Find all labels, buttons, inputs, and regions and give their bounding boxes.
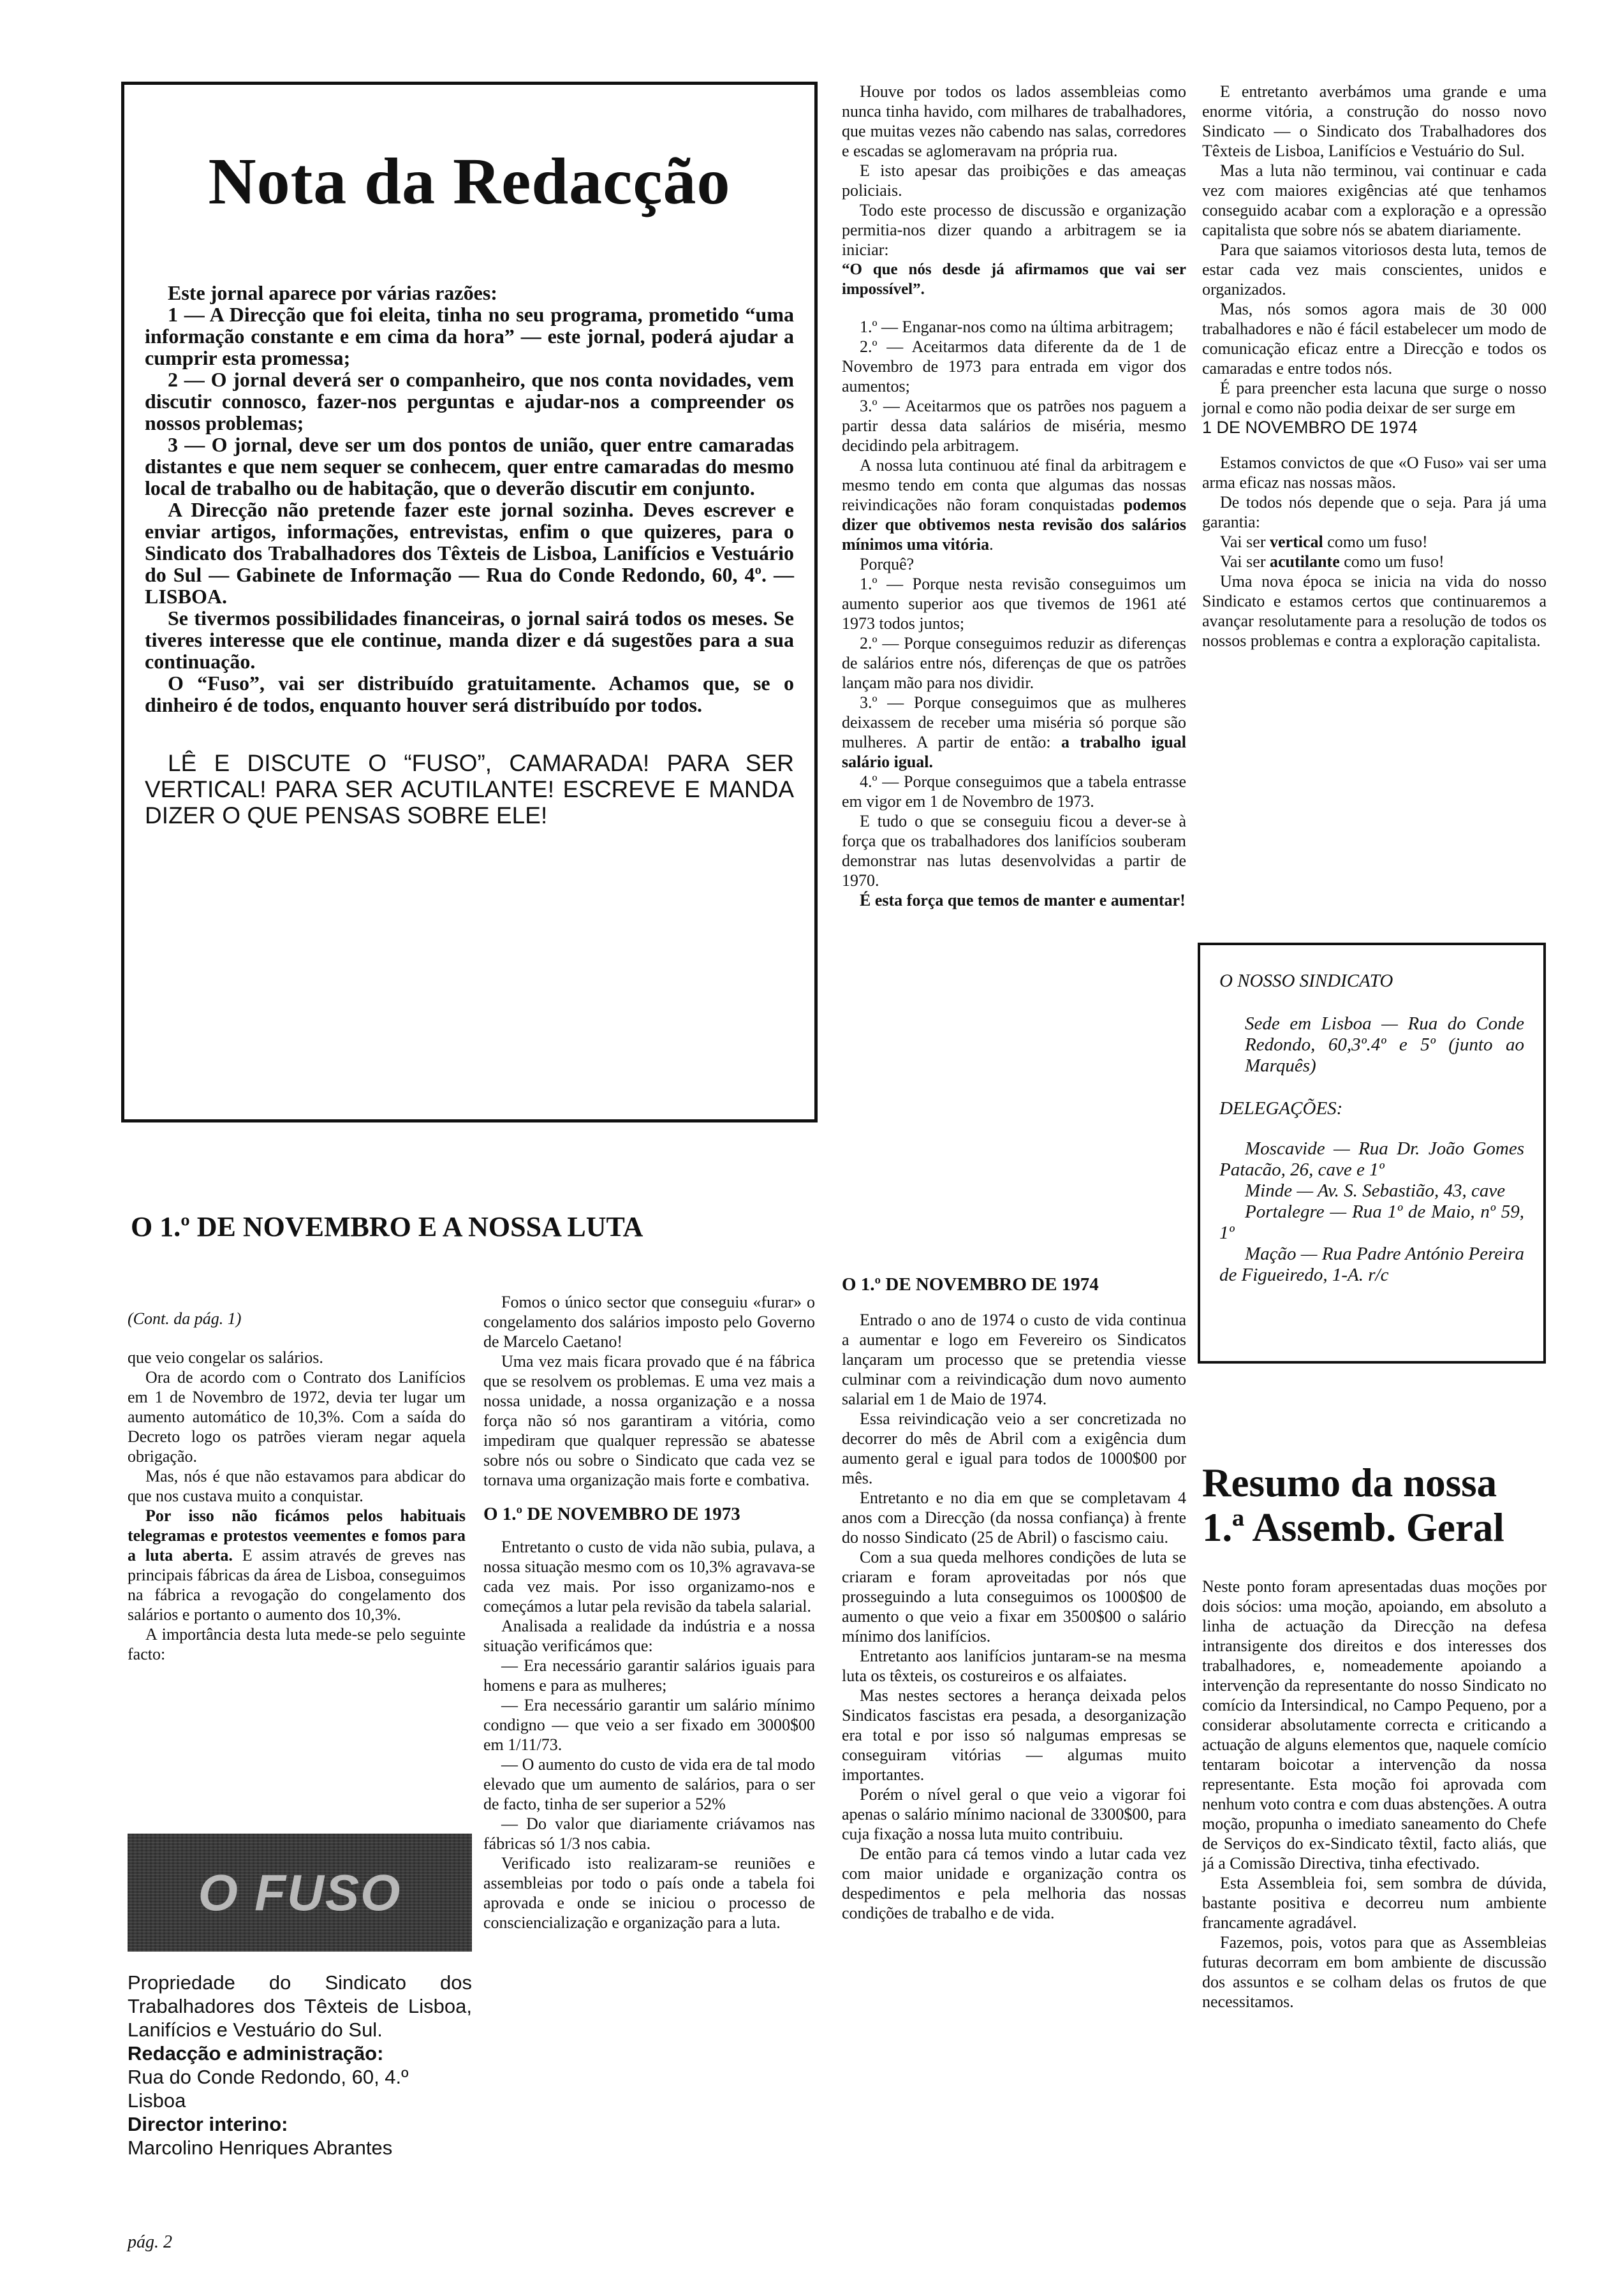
section-heading: O 1.º DE NOVEMBRO DE 1973	[483, 1504, 740, 1524]
page-number: pág. 2	[128, 2232, 172, 2252]
paragraph: Neste ponto foram apresentadas duas moções por dois sócios: uma moção, apoiando, em absoluto a linha de actuação da Direcção na defesa intransigente dos direitos e dos interesses dos trabalhadores, e, nomeademente apoiando a intervenção da representante do nosso Sindicato no comício da Intersindical, no Campo Pequeno, por a considerar absolutamente correcta e criticando a actuação de alguns elementos que, naquele comício tentaram boicotar a intervenção da nossa representante. Esta moção foi aprovada com nenhum voto contra e com duas abstenções. A outra moção, propunha o imediato saneamento do Chefe de Serviços do ex-Sindicato têxtil, facto aliás, que já a Comissão Directiva, tinha efectivado.	[1202, 1577, 1547, 1873]
paragraph: Verificado isto realizaram-se reuniões e assembleias por todo o país onde a tabela foi aprovada e onde se iniciou o processo de consciencialização e organização para a luta.	[483, 1854, 815, 1932]
nota-paragraph: 1 — A Direcção que foi eleita, tinha no seu programa, prometido “uma informação constante e em cima da hora” — este jornal, poderá ajudar a cumprir esta promessa;	[145, 303, 794, 369]
paragraph: Mas, nós é que não estavamos para abdicar do que nos custava muito a conquistar.	[128, 1467, 466, 1505]
nota-title: Nota da Redacção	[208, 145, 731, 218]
paragraph: De então para cá temos vindo a lutar cada vez com maior unidade e organização contra os despedimentos e pela melhoria das nossas condições de trabalho e de vida.	[842, 1844, 1186, 1922]
paragraph	[1202, 552, 1547, 571]
continuation-note: (Cont. da pág. 1)	[128, 1309, 242, 1328]
text: A nossa luta continuou até final da arbitragem e mesmo tendo em conta que algumas das nossas reivindicações não foram conquistadas	[842, 456, 1186, 514]
date-heading: 1 DE NOVEMBRO DE 1974	[1202, 418, 1418, 437]
text: como um fuso!	[1323, 533, 1428, 551]
paragraph: De todos nós depende que o seja. Para já uma garantia:	[1202, 493, 1547, 531]
text: E assim através de greves nas principais fábricas da área de Lisboa, conseguimos na fábrica a revogação do congelamento dos salários e portanto o aumento dos 10,3%.	[128, 1546, 466, 1624]
nota-body	[145, 282, 794, 716]
paragraph: — Era necessário garantir salários iguais para homens e para as mulheres;	[483, 1656, 815, 1695]
list-item: 1.º — Enganar-nos como na última arbitragem;	[860, 318, 1174, 336]
text: Vai ser	[1220, 552, 1270, 571]
imprint	[128, 1971, 472, 2160]
paragraph: Porém o nível geral o que veio a vigorar foi apenas o salário mínimo nacional de 3300$00, para cuja fixação a nossa luta muito contribuiu.	[842, 1785, 1186, 1843]
sindicato-box	[1198, 943, 1546, 1364]
imprint-address: Rua do Conde Redondo, 60, 4.º Lisboa	[128, 2066, 409, 2112]
text-bold: a trabalho igual salário igual.	[842, 733, 1186, 771]
paragraph: Uma nova época se inicia na vida do nosso Sindicato e estamos certos que continuaremos a avançar resolutamente para a resolução de todos os nossos problemas e contra a exploração capitalista.	[1202, 572, 1547, 650]
nota-paragraph: 3 — O jornal, deve ser um dos pontos de união, quer entre camaradas distantes e que nem sequer se conhecem, quer entre camaradas do mesmo local de trabalho ou de habitação, que o deverão discutir em conjunto.	[145, 433, 794, 499]
paragraph: Houve por todos os lados assembleias como nunca tinha havido, com milhares de trabalhadores, que muitas vezes não cabendo nas salas, corredores e escadas se aglomeravam na própria rua.	[842, 82, 1186, 160]
paragraph: Para que saiamos vitoriosos desta luta, temos de estar cada vez mais conscientes, unidos e organizados.	[1202, 240, 1547, 298]
paragraph	[842, 455, 1186, 554]
paragraph: Porquê?	[860, 555, 915, 573]
text: Vai ser	[1220, 533, 1270, 551]
paragraph: É para preencher esta lacuna que surge o nosso jornal e como não podia deixar de ser surge em	[1202, 379, 1547, 417]
text-bold: vertical	[1269, 533, 1323, 551]
nota-paragraph: O “Fuso”, vai ser distribuído gratuitamente. Achamos que, se o dinheiro é de todos, enquanto houver será distribuído por todos.	[145, 672, 794, 716]
paragraph: que veio congelar os salários.	[128, 1348, 323, 1367]
delegacao-item: Moscavide — Rua Dr. João Gomes Patacão, 26, cave e 1º	[1219, 1138, 1524, 1180]
text: como um fuso!	[1339, 552, 1444, 571]
paragraph: Essa reivindicação veio a ser concretizada no decorrer do mês de Abril com a exigência dum aumento geral e igual para todos de 1000$00 por mês.	[842, 1409, 1186, 1487]
section-heading: O 1.º DE NOVEMBRO DE 1974	[842, 1274, 1099, 1295]
column-luta	[128, 1309, 466, 1664]
paragraph: Uma vez mais ficara provado que é na fábrica que se resolvem os problemas. E uma vez mais a nossa unidade, a nossa organização e a nossa força não só nos garantiram a vitória, como impediram que qualquer repressão se abatesse sobre nós ou sobre o Sindicato que cada vez se tornava uma organização mais forte e combativa.	[483, 1352, 815, 1489]
paragraph: Estamos convictos de que «O Fuso» vai ser uma arma eficaz nas nossas mãos.	[1202, 453, 1547, 492]
paragraph: Mas nestes sectores a herança deixada pelos Sindicatos fascistas era pesada, a desorganização era total e por isso só nalgumas empresas se conseguiram vitórias — algumas muito importantes.	[842, 1686, 1186, 1784]
imprint-director: Marcolino Henriques Abrantes	[128, 2137, 393, 2159]
text: .	[989, 535, 994, 554]
luta-title: O 1.º DE NOVEMBRO E A NOSSA LUTA	[131, 1211, 643, 1242]
paragraph: Com a sua queda melhores condições de luta se criaram e foram aproveitadas por nós que prosseguindo a luta conseguimos os 1000$00 de aumento o que veio a fixar em 3500$00 o salário mínimo dos lanifícios.	[842, 1548, 1186, 1645]
list-item: 3.º — Aceitarmos que os patrões nos paguem a partir dessa data salários de miséria, mesmo decidindo pela arbitragem.	[842, 397, 1186, 455]
list-item: 2.º — Porque conseguimos reduzir as diferenças de salários entre nós, diferenças de que os patrões lançam mão para nos dividir.	[842, 634, 1186, 692]
text-bold: podemos dizer que obtivemos nesta revisão dos salários mínimos uma vitória	[842, 496, 1186, 554]
o-fuso-logo	[128, 1834, 472, 1952]
nota-closing: LÊ E DISCUTE O “FUSO”, CAMARADA! PARA SER VERTICAL! PARA SER ACUTILANTE! ESCREVE E MANDA DIZER O QUE PENSAS SOBRE ELE!	[145, 750, 794, 828]
list-item: 1.º — Porque nesta revisão conseguimos um aumento superior aos que tivemos de 1961 até 1973 todos juntos;	[842, 575, 1186, 633]
text-bold: Por isso não ficámos pelos habituais telegramas e protestos veementes e fomos para a luta aberta.	[128, 1506, 466, 1564]
nota-paragraph: Este jornal aparece por várias razões:	[168, 281, 497, 304]
nota-paragraph: 2 — O jornal deverá ser o companheiro, que nos conta novidades, vem discutir connosco, fazer-nos perguntas e ajudar-nos a compreender os nossos problemas;	[145, 368, 794, 434]
paragraph: E isto apesar das proibições e das ameaças policiais.	[842, 161, 1186, 200]
nota-redaccao-box	[121, 82, 818, 1122]
sindicato-title: O NOSSO SINDICATO	[1219, 971, 1393, 991]
paragraph	[1202, 532, 1547, 552]
paragraph	[128, 1506, 466, 1624]
resumo-title: Resumo da nossa 1.ª Assemb. Geral	[1202, 1461, 1504, 1550]
column-1973	[483, 1292, 815, 1932]
text: 3.º — Porque conseguimos que as mulheres deixassem de receber uma miséria só porque são mulheres. A partir de então:	[842, 693, 1186, 751]
paragraph: E tudo o que se conseguiu ficou a dever-se à força que os trabalhadores dos lanifícios souberam demonstrar nas lutas desenvolvidas a partir de 1970.	[842, 812, 1186, 890]
paragraph: Todo este processo de discussão e organização permitia-nos dizer quando a arbitragem se ia iniciar:	[842, 201, 1186, 259]
paragraph: Esta Assembleia foi, sem sombra de dúvida, bastante positiva e decorreu num ambiente francamente agradável.	[1202, 1874, 1547, 1932]
paragraph: Ora de acordo com o Contrato dos Lanifícios em 1 de Novembro de 1972, devia ter lugar um aumento automático de 10,3%. Com a saída do Decreto logo os patrões vieram negar aquela obrigação.	[128, 1368, 466, 1466]
column-assembleias	[842, 82, 1186, 910]
paragraph: E entretanto averbámos uma grande e uma enorme vitória, a construção do nosso novo Sindicato — o Sindicato dos Trabalhadores dos Têxteis de Lisboa, Lanifícios e Vestuário do Sul.	[1202, 82, 1547, 160]
column-1974	[842, 1273, 1186, 1923]
paragraph-emphasis: É esta força que temos de manter e aumentar!	[860, 891, 1186, 909]
delegacoes-title: DELEGAÇÕES:	[1219, 1098, 1343, 1119]
imprint-label: Redacção e administração:	[128, 2042, 384, 2064]
list-item: 4.º — Porque conseguimos que a tabela entrasse em vigor em 1 de Novembro de 1973.	[842, 772, 1186, 811]
list-item	[842, 693, 1186, 772]
paragraph: Entretanto e no dia em que se completavam 4 anos com a Direcção (da nossa confiança) à frente do nosso Sindicato (25 de Abril) o fascismo caiu.	[842, 1489, 1186, 1547]
imprint-owner: Propriedade do Sindicato dos Trabalhadores dos Têxteis de Lisboa, Lanifícios e Vestuário do Sul.	[128, 1971, 472, 2041]
paragraph: Mas, nós somos agora mais de 30 000 trabalhadores e não é fácil estabelecer um modo de comunicação eficaz entre a Direcção e todos os camaradas e entre todos nós.	[1202, 300, 1547, 378]
column-sindicato	[1202, 82, 1547, 651]
delegacao-item: Portalegre — Rua 1º de Maio, nº 59, 1º	[1219, 1202, 1524, 1243]
nota-paragraph: A Direcção não pretende fazer este jornal sozinha. Deves escrever e enviar artigos, informações, entrevistas, enfim o que quizeres, para o Sindicato dos Trabalhadores dos Têxteis de Lisboa, Lanifícios e Vestuário do Sul — Gabinete de Informação — Rua do Conde Redondo, 60, 4º. — LISBOA.	[145, 498, 794, 608]
paragraph: — Do valor que diariamente criávamos nas fábricas só 1/3 nos cabia.	[483, 1814, 815, 1853]
delegacao-item: Mação — Rua Padre António Pereira de Figueiredo, 1-A. r/c	[1219, 1244, 1524, 1285]
logo-text: O FUSO	[198, 1864, 402, 1921]
imprint-label: Director interino:	[128, 2113, 288, 2135]
nota-paragraph: Se tivermos possibilidades financeiras, o jornal sairá todos os meses. Se tiveres interesse que ele continue, manda dizer e dá sugestões para a sua continuação.	[145, 607, 794, 673]
column-resumo	[1202, 1577, 1547, 2012]
paragraph: A importância desta luta mede-se pelo seguinte facto:	[128, 1625, 466, 1663]
paragraph: — O aumento do custo de vida era de tal modo elevado que um aumento de salários, para o ser de facto, tinha de ser superior a 52%	[483, 1755, 815, 1813]
text-bold: acutilante	[1269, 552, 1340, 571]
paragraph: Entretanto aos lanifícios juntaram-se na mesma luta os têxteis, os costureiros e os alfaiates.	[842, 1647, 1186, 1685]
list-item: 2.º — Aceitarmos data diferente da de 1 de Novembro de 1973 para entrada em vigor dos aumentos;	[842, 337, 1186, 395]
paragraph: Fomos o único sector que conseguiu «furar» o congelamento dos salários imposto pelo Governo de Marcelo Caetano!	[483, 1293, 815, 1351]
paragraph: Analisada a realidade da indústria e a nossa situação verificámos que:	[483, 1617, 815, 1655]
paragraph: Fazemos, pois, votos para que as Assembleias futuras decorram em bom ambiente de discussão dos assuntos e se colham delas os frutos de que necessitamos.	[1202, 1933, 1547, 2011]
paragraph: Mas a luta não terminou, vai continuar e cada vez com maiores exigências até que tenhamos conseguido acabar com a exploração e a opressão capitalista que sobre nós se abatem diariamente.	[1202, 161, 1547, 239]
delegacao-item: Minde — Av. S. Sebastião, 43, cave	[1245, 1181, 1506, 1201]
paragraph: Entrado o ano de 1974 o custo de vida continua a aumentar e logo em Fevereiro os Sindicatos lançaram um processo que se pretendia viesse culminar com a reivindicação dum novo aumento salarial em 1 de Maio de 1974.	[842, 1311, 1186, 1408]
paragraph: Entretanto o custo de vida não subia, pulava, a nossa situação mesmo com os 10,3% agravava-se cada vez mais. Por isso organizamo-nos e começámos a lutar pela revisão da tabela salarial.	[483, 1538, 815, 1615]
sindicato-sede: Sede em Lisboa — Rua do Conde Redondo, 60,3º.4º e 5º (junto ao Marquês)	[1245, 1013, 1524, 1076]
paragraph: — Era necessário garantir um salário mínimo condigno — que veio a ser fixado em 3000$00 em 1/11/73.	[483, 1696, 815, 1754]
paragraph-quote: “O que nós desde já afirmamos que vai ser impossível”.	[842, 261, 1186, 298]
